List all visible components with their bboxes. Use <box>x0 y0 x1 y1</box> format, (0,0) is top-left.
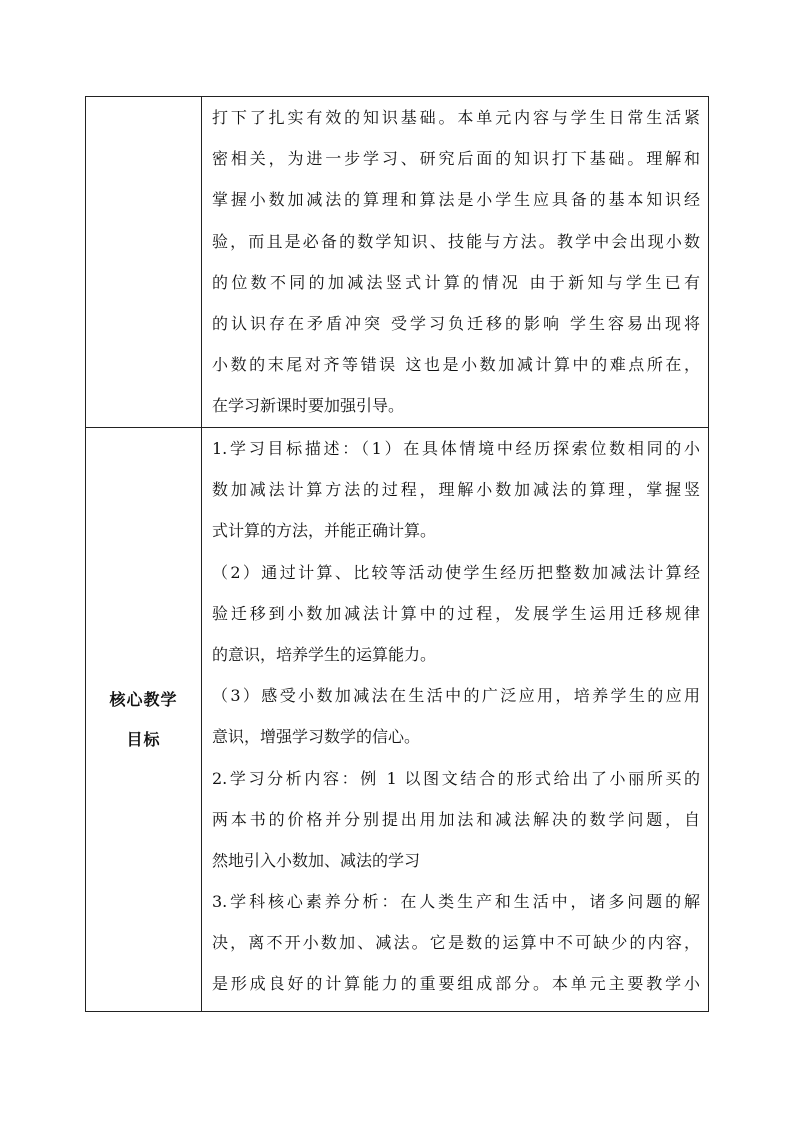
row-label-line: 核心教学 <box>109 689 178 709</box>
text-line: 的意识，培养学生的运算能力。 <box>212 644 437 664</box>
text-line: 数加减法计算方法的过程，理解小数加减法的算理，掌握竖 <box>212 480 700 500</box>
text-line: 密相关，为进一步学习、研究后面的知识打下基础。理解和 <box>212 149 700 169</box>
text-line: 1.学习目标描述：（1）在具体情境中经历探索位数相同的小 <box>212 439 700 458</box>
text-line: 意识，增强学习数学的信心。 <box>212 727 421 747</box>
row-label-cell <box>86 428 202 1012</box>
row-label-line: 目标 <box>126 729 161 749</box>
text-line: 小数的末尾对齐等错误 这也是小数加减计算中的难点所在， <box>212 355 700 375</box>
row-content-cell <box>202 428 709 1012</box>
text-line: 的位数不同的加减法竖式计算的情况 由于新知与学生已有 <box>212 272 700 292</box>
row-label-cell-empty <box>86 97 202 428</box>
text-line: 是形成良好的计算能力的重要组成部分。本单元主要教学小 <box>212 974 700 994</box>
text-line: 式计算的方法，并能正确计算。 <box>212 521 437 541</box>
text-line: 掌握小数加减法的算理和算法是小学生应具备的基本知识经 <box>212 190 700 210</box>
text-line: （3）感受小数加减法在生活中的广泛应用，培养学生的应用 <box>212 686 700 706</box>
text-line: 的认识存在矛盾冲突 受学习负迁移的影响 学生容易出现将 <box>212 313 700 333</box>
lesson-plan-table <box>85 96 709 1012</box>
text-line: 两本书的价格并分别提出用加法和减法解决的数学问题，自 <box>212 809 700 829</box>
table-row <box>86 428 709 1012</box>
text-line: 决，离不开小数加、减法。它是数的运算中不可缺少的内容， <box>212 933 700 953</box>
text-line: 3.学科核心素养分析：在人类生产和生活中，诸多问题的解 <box>212 892 700 912</box>
text-line: 验迁移到小数加减法计算中的过程，发展学生运用迁移规律 <box>212 603 700 623</box>
text-line: （2）通过计算、比较等活动使学生经历把整数加减法计算经 <box>212 562 700 582</box>
row-content-cell <box>202 97 709 428</box>
content-text-block <box>212 97 700 427</box>
text-line: 然地引入小数加、减法的学习 <box>212 850 421 870</box>
table-row <box>86 97 709 428</box>
text-line: 验，而且是必备的数学知识、技能与方法。教学中会出现小数 <box>212 231 700 251</box>
text-line: 打下了扎实有效的知识基础。本单元内容与学生日常生活紧 <box>212 108 700 127</box>
content-text-block <box>212 428 700 1005</box>
text-line: 在学习新课时要加强引导。 <box>212 396 405 416</box>
text-line: 2.学习分析内容：例 1 以图文结合的形式给出了小丽所买的 <box>212 768 700 788</box>
